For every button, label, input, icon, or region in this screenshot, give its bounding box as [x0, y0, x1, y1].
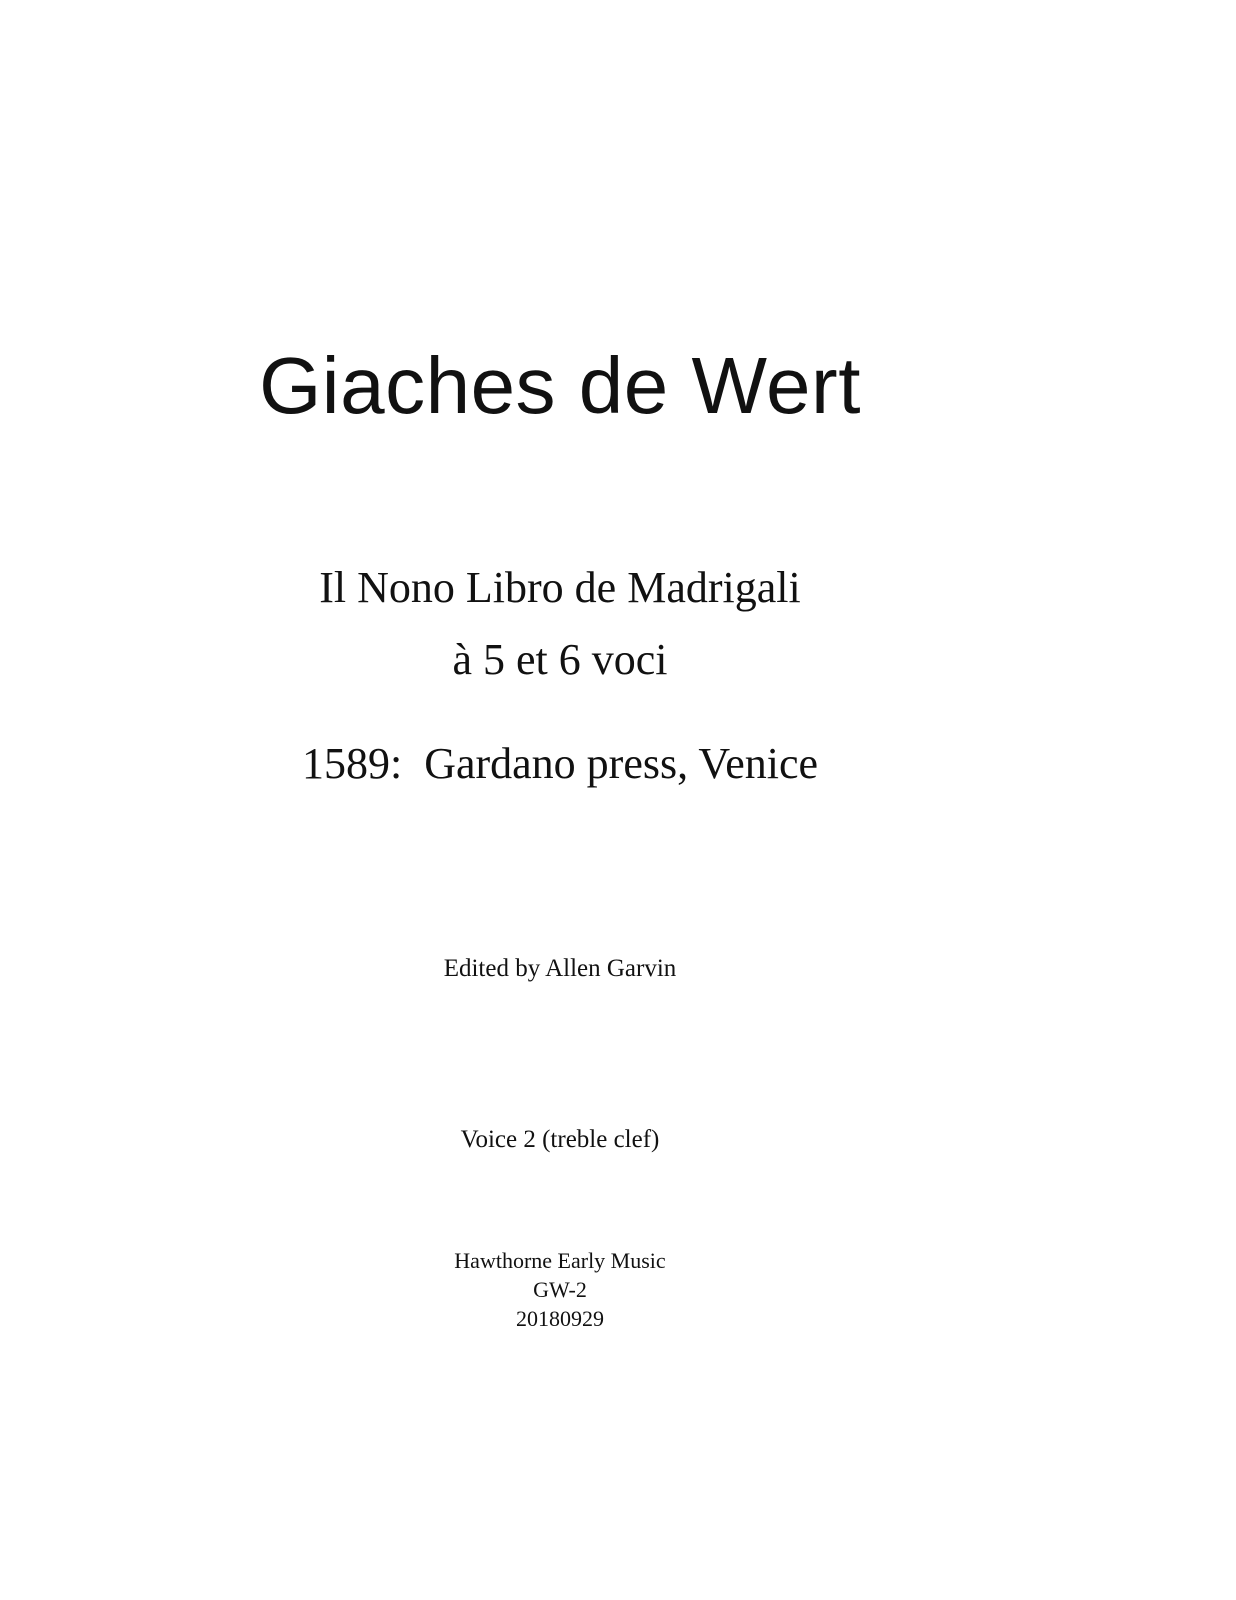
- part-label: Voice 2 (treble clef): [460, 1126, 660, 1153]
- edition-date: 20180929: [516, 1306, 604, 1331]
- catalog-number: GW-2: [533, 1277, 587, 1302]
- work-title: Il Nono Libro de Madrigali: [319, 563, 801, 612]
- voices-line: à 5 et 6 voci: [452, 635, 668, 684]
- publisher-name: Hawthorne Early Music: [454, 1248, 666, 1273]
- composer-title: Giaches de Wert: [259, 341, 861, 430]
- editor-credit: Edited by Allen Garvin: [443, 955, 677, 982]
- publication-line: 1589: Gardano press, Venice: [301, 739, 819, 788]
